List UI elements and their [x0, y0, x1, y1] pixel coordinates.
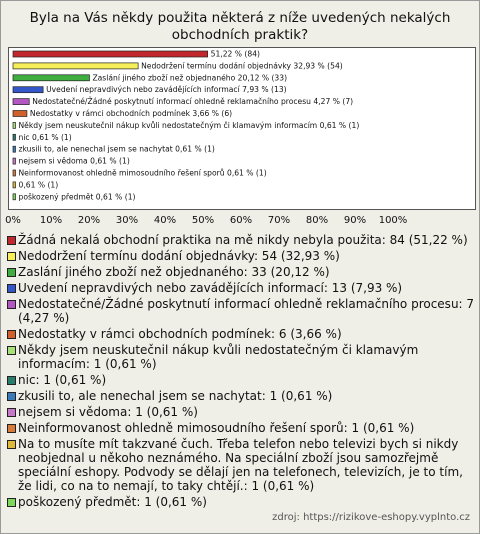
x-tick-label: 10%: [39, 215, 63, 226]
legend-item: [7, 437, 475, 493]
bar-0: [13, 51, 208, 57]
bar-label-5: Nedostatky v rámci obchodních podmínek 3,66 % (6): [29, 109, 233, 118]
legend-swatch: [7, 346, 16, 355]
bar-9: [13, 158, 16, 164]
legend-label: Někdy jsem neuskutečnil nákup kvůli nedostatečným či klamavým informacím: 1 (0,61 %): [18, 343, 419, 371]
bar-label-10: Neinformovanost ohledně mimosoudního řešení sporů 0,61 % (1): [18, 168, 267, 178]
legend-label: nejsem si vědoma: 1 (0,61 %): [18, 405, 198, 419]
legend-item: [7, 343, 475, 371]
bar-3: [13, 87, 43, 93]
bar-label-9: nejsem si vědoma 0,61 % (1): [18, 156, 130, 166]
bar-7: [13, 134, 16, 140]
legend-item: [7, 297, 475, 325]
bar-8: [13, 146, 16, 152]
bar-label-3: Uvedení nepravdivých nebo zavádějících informací 7,93 % (13): [46, 85, 287, 95]
legend-swatch: [7, 236, 16, 245]
legend-item: [7, 373, 475, 387]
source-note: zdroj: https://rizikove-eshopy.vyplnto.cz: [272, 512, 470, 523]
x-axis: [0, 212, 480, 226]
x-tick-label: 20%: [77, 215, 101, 226]
bar-label-7: nic 0,61 % (1): [18, 132, 72, 142]
bar-11: [13, 182, 16, 188]
legend-label: Neinformovanost ohledně mimosoudního řešení sporů: 1 (0,61 %): [18, 421, 415, 435]
legend-label: nic: 1 (0,61 %): [18, 373, 107, 387]
bar-label-11: 0,61 % (1): [18, 180, 59, 190]
legend-item: [7, 405, 475, 419]
bar-label-2: Zaslání jiného zboží než objednaného 20,12 % (33): [92, 73, 288, 83]
x-tick-label: 80%: [305, 215, 329, 226]
legend: [7, 233, 475, 511]
x-tick-label: 60%: [229, 215, 253, 226]
bar-label-1: Nedodržení termínu dodání objednávky 32,93 % (54): [141, 61, 343, 71]
legend-label: Nedodržení termínu dodání objednávky: 54 (32,93 %): [18, 249, 340, 263]
bar-6: [13, 122, 16, 128]
legend-item: [7, 495, 475, 509]
legend-label: Nedostatky v rámci obchodních podmínek: 6 (3,66 %): [18, 327, 342, 341]
legend-swatch: [7, 268, 16, 277]
legend-swatch: [7, 498, 16, 507]
title-line-1: Byla na Vás někdy použita některá z níže uvedených nekalých: [29, 10, 451, 26]
legend-label: zkusili to, ale nenechal jsem se nachytat: 1 (0,61 %): [18, 389, 333, 403]
bar-label-8: zkusili to, ale nenechal jsem se nachytat 0,61 % (1): [18, 144, 215, 154]
bar-4: [13, 99, 29, 105]
legend-item: [7, 265, 475, 279]
bar-12: [13, 194, 16, 200]
legend-swatch: [7, 376, 16, 385]
legend-swatch: [7, 424, 16, 433]
legend-swatch: [7, 408, 16, 417]
legend-item: [7, 389, 475, 403]
x-tick-label: 50%: [191, 215, 215, 226]
legend-swatch: [7, 300, 16, 309]
legend-swatch: [7, 392, 16, 401]
bar-1: [13, 63, 138, 69]
legend-item: [7, 281, 475, 295]
legend-item: [7, 233, 475, 247]
legend-label: Nedostatečné/Žádné poskytnutí informací ohledně reklamačního procesu: 7 (4,27 %): [18, 297, 475, 325]
x-tick-label: 40%: [153, 215, 177, 226]
legend-item: [7, 421, 475, 435]
plot-area: [8, 47, 476, 210]
bar-2: [13, 75, 89, 81]
x-tick-label: 70%: [267, 215, 291, 226]
legend-label: Na to musíte mít takzvané čuch. Třeba telefon nebo televizi bych si nikdy neobjednal u někoho neznámého. Na speciální zboží jsou samozřejmě speciální eshopy. Podvody se dělají jen na telefonech, televizích, je to tím, že lidi, co na to nemají, to taky chtějí.: 1 (0,61 %): [18, 437, 463, 493]
legend-swatch: [7, 440, 16, 449]
bar-chart: [9, 48, 475, 209]
title-line-2: obchodních praktik?: [171, 27, 309, 43]
bar-label-6: Někdy jsem neuskutečnil nákup kvůli nedostatečným či klamavým informacím 0,61 % (1): [18, 120, 360, 130]
legend-label: Zaslání jiného zboží než objednaného: 33 (20,12 %): [18, 265, 330, 279]
x-tick-label: 30%: [115, 215, 139, 226]
legend-label: Žádná nekalá obchodní praktika na mě nikdy nebyla použita: 84 (51,22 %): [18, 233, 468, 247]
x-tick-label: 100%: [378, 215, 408, 226]
x-tick-label: 0%: [5, 215, 21, 226]
bar-label-4: Nedostatečné/Žádné poskytnutí informací ohledně reklamačního procesu 4,27 % (7): [32, 97, 354, 107]
legend-swatch: [7, 252, 16, 261]
x-tick-label: 90%: [343, 215, 367, 226]
bar-10: [13, 170, 16, 176]
legend-swatch: [7, 330, 16, 339]
bar-label-0: 51,22 % (84): [210, 49, 261, 59]
bar-label-12: poškozený předmět 0,61 % (1): [18, 192, 136, 202]
bar-5: [13, 111, 27, 117]
chart-title: [0, 10, 480, 44]
legend-label: Uvedení nepravdivých nebo zavádějících informací: 13 (7,93 %): [18, 281, 403, 295]
legend-item: [7, 249, 475, 263]
legend-swatch: [7, 284, 16, 293]
legend-label: poškozený předmět: 1 (0,61 %): [18, 495, 207, 509]
legend-item: [7, 327, 475, 341]
